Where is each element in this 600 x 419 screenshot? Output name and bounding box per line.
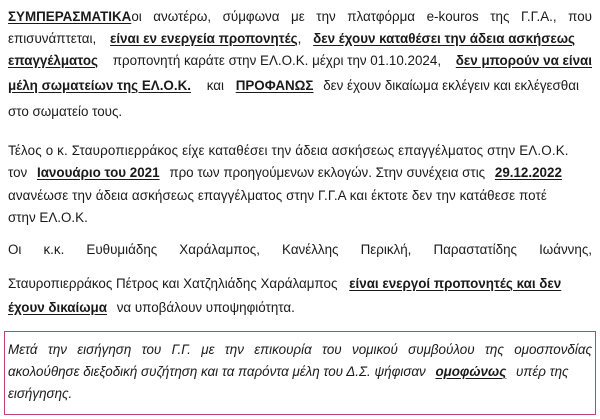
bold-underlined-text: Ιανουάριο του 2021 <box>36 165 160 180</box>
bold-underlined-text: επαγγέλματος <box>8 53 99 68</box>
p2-line-1 <box>8 142 592 160</box>
body-text: επισυνάπτεται, <box>8 31 97 46</box>
p4-line-1 <box>8 341 592 359</box>
body-text: δεν έχουν δικαίωμα εκλέγειν και εκλέγεσθαι <box>323 78 579 93</box>
italic-text: ακολούθησε διεξοδική συζήτηση και τα παρόντα μέλη του Δ.Σ. ψήφισαν <box>8 364 426 379</box>
body-text: οι ανωτέρω, σύμφωνα με την πλατφόρμα e-kouros της Γ.Γ.Α., που <box>131 9 592 24</box>
body-text: προ των προηγούμενων εκλογών. Στην συνέχεια στις <box>169 165 486 180</box>
bold-underlined-text: έχουν δικαίωμα <box>8 300 107 315</box>
p2-line-2 <box>8 164 562 182</box>
p2-line-3 <box>8 187 547 205</box>
p3-line-1 <box>8 241 592 259</box>
bold-underlined-text: ΣΥΜΠΕΡΑΣΜΑΤΙΚΑ <box>8 9 132 24</box>
bold-underlined-text: 29.12.2022 <box>494 165 562 180</box>
body-text: Τέλος ο κ. Σταυροπιερράκος είχε καταθέσει την άδεια ασκήσεως επαγγέλματος στην ΕΛ.Ο.Κ. <box>8 143 569 158</box>
italic-text: εισήγησης. <box>8 386 73 401</box>
p1-line-3 <box>8 52 592 70</box>
body-text: ανανέωσε την άδεια ασκήσεως επαγγέλματος στην Γ.Γ.Α και έκτοτε δεν την κατάθεσε ποτέ <box>8 188 547 203</box>
bold-underlined-text: δεν μπορούν να είναι <box>455 53 592 68</box>
body-text: Σταυροπιερράκος Πέτρος και Χατζηλιάδης Χαράλαμπος <box>8 276 338 291</box>
bold-underlined-text: είναι εν ενεργεία προπονητές <box>109 31 298 46</box>
bold-underlined-text: μέλη σωματείων της ΕΛ.Ο.Κ. <box>8 78 191 93</box>
p3-line-2 <box>8 275 561 293</box>
body-text: , <box>297 31 302 46</box>
bold-underlined-text: δεν έχουν καταθέσει την άδεια ασκήσεως <box>313 31 576 46</box>
p1-line-4 <box>8 77 579 95</box>
bold-underlined-italic-text: ομοφώνως <box>435 364 507 379</box>
italic-text: υπέρ της <box>516 364 569 379</box>
body-text: τον <box>8 165 28 180</box>
body-text: Οι κ.κ. Ευθυμιάδης Χαράλαμπος, Κανέλλης Περικλή, Παραστατίδης Ιωάννης, <box>8 242 592 257</box>
body-text: και <box>206 78 224 93</box>
body-text: να υποβάλουν υποψηφιότητα. <box>116 300 295 315</box>
p1-line-1 <box>8 8 592 26</box>
p2-line-4 <box>8 209 88 227</box>
p3-line-3 <box>8 299 295 317</box>
bold-underlined-text: είναι ενεργοί προπονητές και δεν <box>349 276 562 291</box>
p1-line-5 <box>8 103 122 121</box>
p4-line-3 <box>8 385 72 403</box>
body-text: στο σωματείο τους. <box>8 104 123 119</box>
p1-line-2 <box>8 30 575 48</box>
body-text: στην ΕΛ.Ο.Κ. <box>8 210 88 225</box>
bold-underlined-text: ΠΡΟΦΑΝΩΣ <box>235 78 314 93</box>
p4-line-2 <box>8 363 569 381</box>
body-text: προπονητή καράτε στην ΕΛ.Ο.Κ. μέχρι την 01.10.2024, <box>112 53 442 68</box>
italic-text: Μετά την εισήγηση του Γ.Γ. με την επικουρία του νομικού συμβούλου της ομοσπονδίας <box>8 342 592 357</box>
